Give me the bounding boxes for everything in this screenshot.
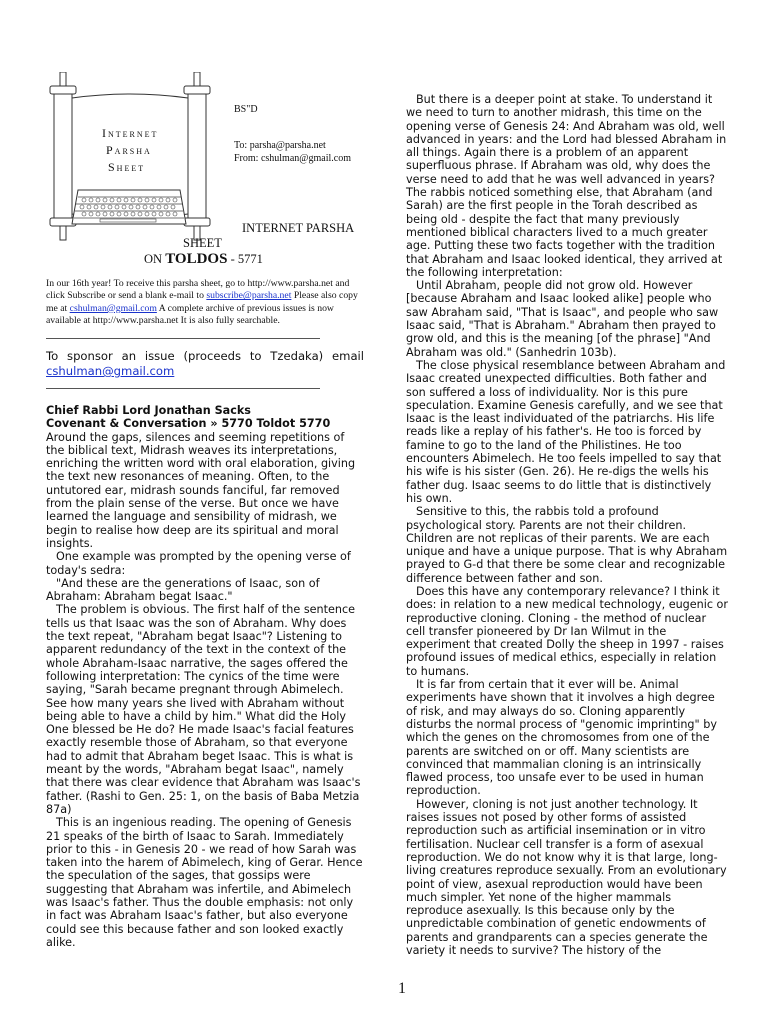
internet-parsha-sheet-logo [40, 72, 230, 242]
left-paragraph: Around the gaps, silences and seeming repetitions of the biblical text, Midrash weaves its interpretations, enriching the written word with oral elaboration, giving the text new resonances of meaning. Often, to the untutored ear, midrash sounds fanciful, far removed from the plain sense of the verse. But once we have learned the language and sensibility of midrash, we begin to realise how deep are its spiritual and moral insights. [46, 430, 356, 550]
left-paragraph: One example was prompted by the opening verse of today's sedra: [46, 550, 351, 577]
intro-text2: Please also copy me at [46, 290, 358, 314]
sponsor-text: To sponsor an issue (proceeds to Tzedaka) email [46, 349, 364, 363]
scroll-keyboard-icon [40, 72, 230, 242]
left-paragraph: The problem is obvious. The first half of the sentence tells us that Isaac was the son of Abraham. Why does the text repeat, "Abraham begat Isaac"? Listening to apparent redundancy of the text in the context of the whole Abraham-Isaac narrative, the sages offered the following interpretation: The cynics of the time were saying, "Sarah became pregnant through Abimelech. See how many years she lived with Abraham without being able to have a child by him." What did the Holy One blessed be He do? He made Isaac's facial features exactly resemble those of Abraham, so that everyone had to admit that Abraham beget Isaac. This is what is meant by the words, "Abraham begat Isaac", namely that there was clear evidence that Abraham was Isaac's father. (Rashi to Gen. 25: 1, on the basis of Baba Metzia 87a) [46, 603, 361, 816]
bsd-mark: BS"D [234, 104, 258, 115]
logo-line1: Internet [102, 126, 159, 140]
logo-line3: Sheet [108, 160, 146, 174]
right-paragraph: However, cloning is not just another technology. It raises issues not posed by other forms of assisted reproduction such as artificial insemination or in vitro fertilisation. Nuclear cell transfer is a form of asexual reproduction. We do not know why it is that large, long-living creatures reproduce sexually. From an evolutionary point of view, asexual reproduction would have been much simpler. Yet none of the higher mammals reproduce asexually. Is this because only by the unpredictable combination of genetic endowments of parents and grandparents can a species generate the variety it needs to survive? The history of the [406, 797, 727, 957]
right-paragraph: It is far from certain that it ever will be. Animal experiments have shown that it involves a high degree of risk, and may always do so. Cloning apparently disturbs the normal process of "genomic imprinting" by which the genes on the chromosomes from one of the parents are switched on or off. Many scientists are convinced that mammalian cloning is an intrinsically flawed process, too unsafe ever to be used in human reproduction. [406, 678, 717, 798]
sponsor-paragraph [46, 349, 364, 379]
on-word: ON [144, 252, 163, 266]
year: - 5771 [230, 252, 263, 266]
right-paragraph: But there is a deeper point at stake. To understand it we need to turn to another midrash, this time on the opening verse of Genesis 24: And Abraham was old, well advanced in years: and the Lord had blessed Abraham in all things. Again there is a problem of an apparent superfluous phrase. If Abraham was old, why does the verse need to add that he was well advanced in years? The rabbis noticed something else, that Abraham (and Sarah) are the first people in the Torah described as being old - despite the fact that many previously mentioned biblical characters lived to a much greater age. Putting these two facts together with the tradition that Abraham and Isaac looked identical, they arrived at the following interpretation: [406, 93, 727, 279]
intro-paragraph [46, 278, 368, 328]
contact-block [234, 139, 351, 165]
article-series: Covenant & Conversation » 5770 Toldot 5770 [46, 417, 331, 431]
logo-line2: Parsha [106, 143, 152, 157]
right-paragraph: Sensitive to this, the rabbis told a profound psychological story. Parents are not their children. Children are not replicas of their parents. We are each unique and have a unique purpose. That is why Abraham prayed to G-d that there be some clear and recognizable difference between father and son. [406, 505, 728, 585]
contact-email-link[interactable]: cshulman@gmail.com [69, 302, 157, 314]
left-paragraph: This is an ingenious reading. The opening of Genesis 21 speaks of the birth of Isaac to Sarah. Immediately prior to this - in Genesis 20 - we read of how Sarah was taken into the harem of Abimelech, king of Gerar. Hence the speculation of the sages, that gossips were suggesting that Abraham was infertile, and Abimelech was Isaac's father. Thus the double emphasis: not only in fact was Abraham Isaac's father, but also everyone could see this because father and son looked exactly alike. [46, 816, 363, 949]
parsha-title [144, 251, 263, 268]
right-paragraph: The close physical resemblance between Abraham and Isaac created unexpected difficulties. Both father and son suffered a loss of individuality. Nor is this pure speculation. Examine Genesis carefully, and we see that Isaac is the least individuated of the patriarchs. His life reads like a replay of his father's. He too is forced by famine to go to the land of the Philistines. He too encounters Abimelech. He too feels impelled to say that his wife is his sister (Gen. 26). He re-digs the wells his father dug. Isaac seems to do little that is distinctively his own. [406, 358, 726, 505]
article-right-column [406, 93, 728, 957]
parsha-name: TOLDOS [165, 251, 228, 267]
intro-text1: In our 16th year! To receive this parsha sheet, go to http://www.parsha.net and click Subscribe or send a blank e-mail to [46, 278, 350, 302]
article-author: Chief Rabbi Lord Jonathan Sacks [46, 404, 251, 417]
divider-2 [46, 388, 320, 389]
sponsor-email-link[interactable]: cshulman@gmail.com [46, 364, 175, 378]
from-address: From: cshulman@gmail.com [234, 153, 351, 164]
left-paragraph: "And these are the generations of Isaac, son of Abraham: Abraham begat Isaac." [46, 576, 320, 604]
title-part1: INTERNET PARSHA [242, 221, 355, 235]
article-left-column [46, 404, 364, 949]
to-address: To: parsha@parsha.net [234, 140, 326, 151]
divider-1 [46, 338, 320, 339]
right-paragraph: Does this have any contemporary relevance? I think it does: in relation to a new medical technology, eugenic or reproductive cloning. Cloning - the method of nuclear cell transfer pioneered by Dr Ian Wilmut in the experiment that created Dolly the sheep in 1997 - raises profound issues of medical ethics, especially in relation to humans. [406, 584, 729, 678]
title-part2: SHEET [183, 236, 222, 250]
intro-text3: A complete archive of previous issues is now available at http://www.parsha.net It is also fully searchable. [46, 302, 334, 327]
page-number: 1 [398, 980, 406, 997]
right-paragraph: Until Abraham, people did not grow old. However [because Abraham and Isaac looked alike] people who saw Abraham said, "That is Isaac", and people who saw Isaac said, "That is Abraham." Abraham then prayed to grow old, and this is the meaning [of the phrase] "And Abraham was old." (Sanhedrin 103b). [406, 279, 719, 359]
subscribe-link[interactable]: subscribe@parsha.net [206, 290, 292, 302]
